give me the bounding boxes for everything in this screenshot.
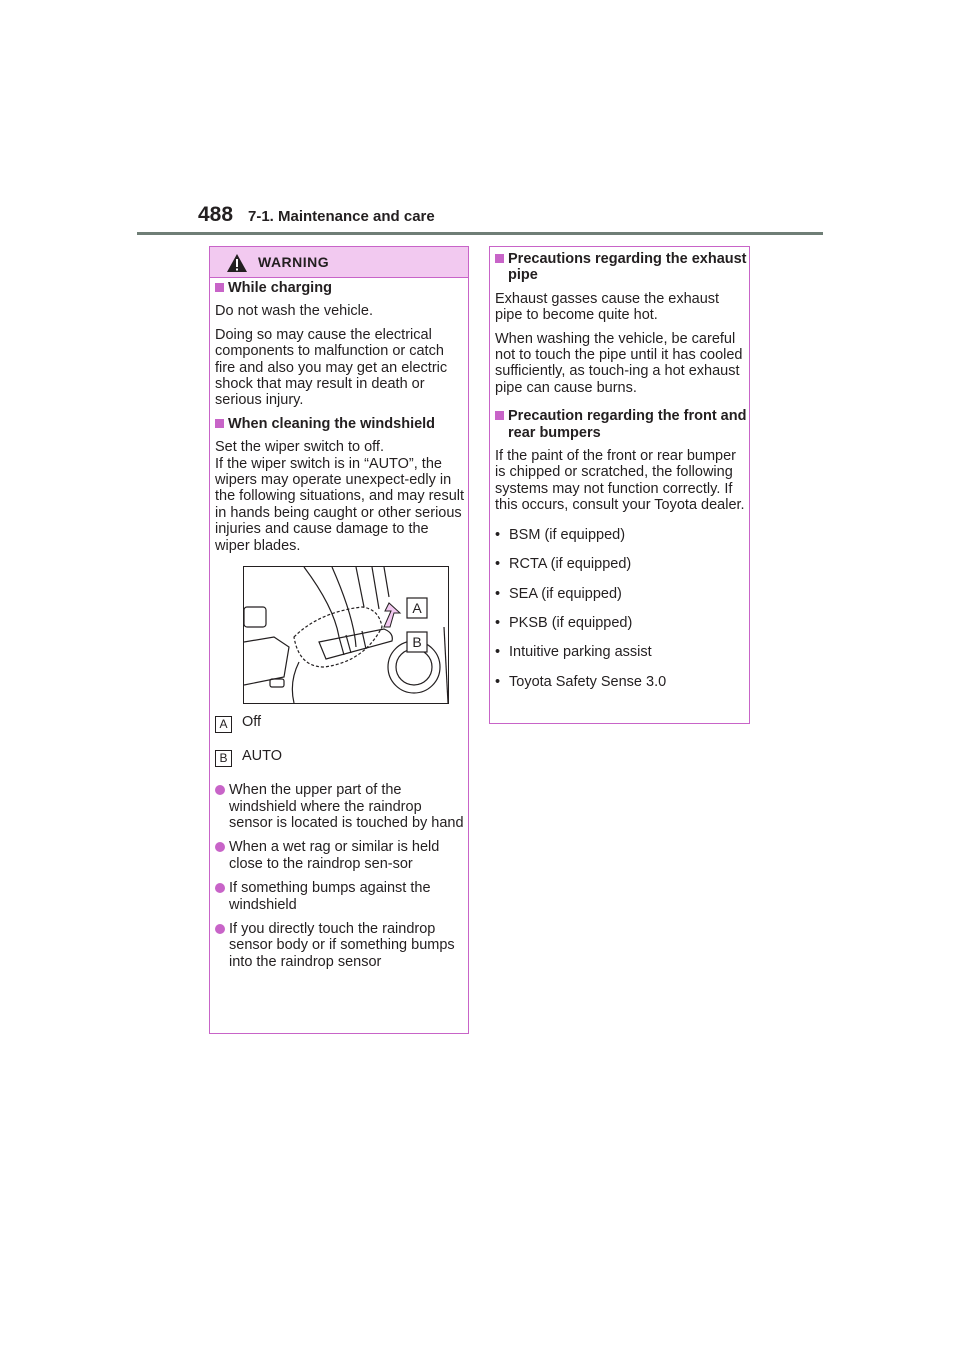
square-bullet-icon <box>495 411 504 420</box>
list-item: • Intuitive parking assist <box>495 644 652 661</box>
circle-bullet-icon <box>215 785 225 795</box>
legend-b <box>215 748 465 767</box>
wiper-switch-drawing <box>244 567 448 703</box>
circle-bullet-icon <box>215 924 225 934</box>
square-bullet-icon <box>495 254 504 263</box>
list-item: • Toyota Safety Sense 3.0 <box>495 673 667 690</box>
list-item: • SEA (if equipped) <box>495 585 622 602</box>
precautions-content <box>495 251 747 703</box>
exhaust-heading: Precautions regarding the exhaust pipe <box>495 251 747 284</box>
charging-text-2: Doing so may cause the electrical components to malfunction or catch fire and also you may get an electric shock that may result in death or serious injury. <box>215 326 448 409</box>
windshield-text-1: Set the wiper switch to off. <box>215 439 384 456</box>
legend-key: A <box>215 716 232 733</box>
bumpers-text: If the paint of the front or rear bumper is chipped or scratched, the following systems may not function correctly. If this occurs, consult your Toyota dealer. <box>495 448 745 514</box>
header-rule <box>137 232 823 235</box>
legend-text: AUTO <box>242 748 283 765</box>
list-item: If something bumps against the windshield <box>215 880 465 913</box>
circle-bullet-icon <box>215 883 225 893</box>
list-item: When a wet rag or similar is held close to the raindrop sen-sor <box>215 839 465 872</box>
charging-text-1: Do not wash the vehicle. <box>215 303 373 320</box>
warning-header <box>210 247 468 278</box>
section-title: 7-1. Maintenance and care <box>248 208 435 225</box>
legend-text: Off <box>242 714 262 731</box>
callout-b: B <box>412 634 422 651</box>
windshield-heading: When cleaning the windshield <box>215 416 465 432</box>
list-item: • PKSB (if equipped) <box>495 614 633 631</box>
legend-a <box>215 714 465 733</box>
warning-box <box>209 246 469 1034</box>
precautions-box <box>489 246 750 724</box>
warning-content <box>215 280 465 978</box>
list-item: If you directly touch the raindrop sensor body or if something bumps into the raindrop sensor <box>215 921 465 970</box>
windshield-text-2: If the wiper switch is in “AUTO”, the wipers may operate unexpect-edly in the following situations, and may result in hands being caught or other serious injuries and cause damage to the wiper blades. <box>215 455 465 554</box>
list-item: • BSM (if equipped) <box>495 526 626 543</box>
circle-bullet-icon <box>215 842 225 852</box>
charging-heading: While charging <box>215 280 465 296</box>
wiper-switch-illustration <box>243 566 449 704</box>
warning-label: WARNING <box>258 254 330 270</box>
warning-icon <box>226 253 248 273</box>
list-item: • RCTA (if equipped) <box>495 556 632 573</box>
list-item: When the upper part of the windshield where the raindrop sensor is located is touched by hand <box>215 782 465 831</box>
exhaust-text-1: Exhaust gasses cause the exhaust pipe to become quite hot. <box>495 290 720 324</box>
callout-a: A <box>412 600 422 617</box>
exhaust-text-2: When washing the vehicle, be careful not to touch the pipe until it has cooled sufficiently, as touch-ing a hot exhaust pipe can cause burns. <box>495 330 743 396</box>
legend-key: B <box>215 750 232 767</box>
square-bullet-icon <box>215 419 224 428</box>
bumpers-heading: Precaution regarding the front and rear bumpers <box>495 408 747 441</box>
square-bullet-icon <box>215 283 224 292</box>
page-number: 488 <box>198 203 234 226</box>
